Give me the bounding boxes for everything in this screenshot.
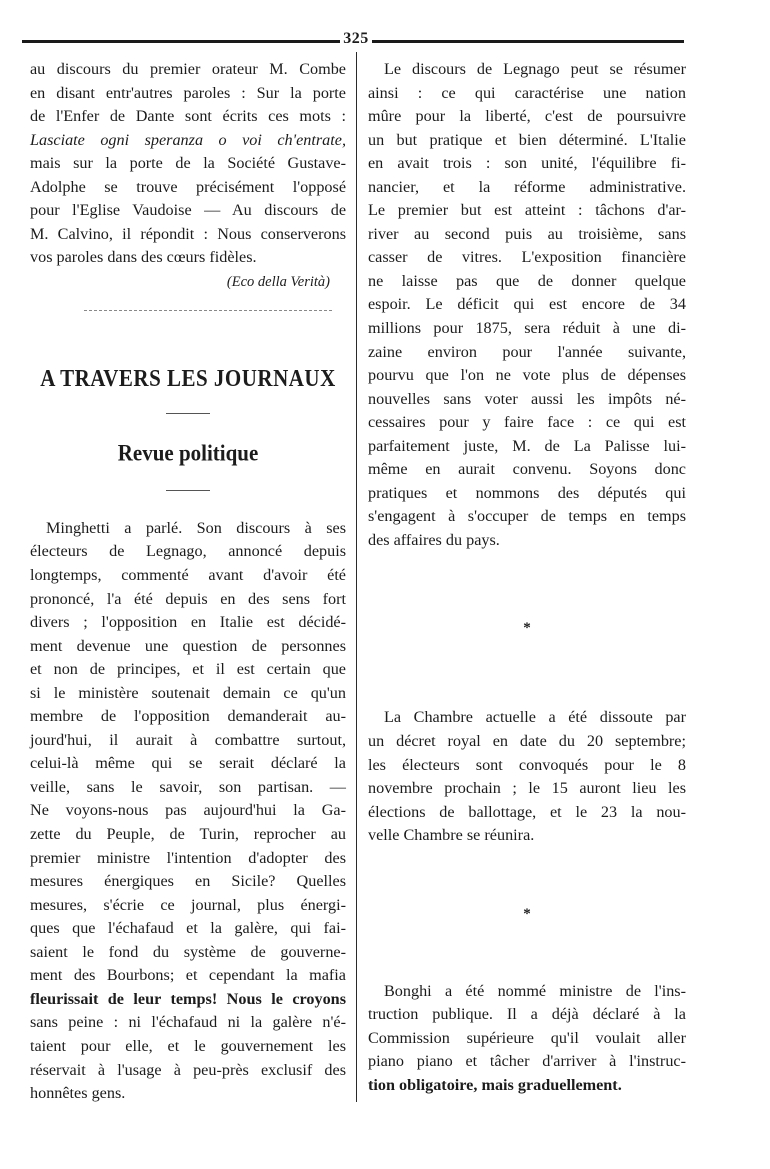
text-line: Ne voyons-nous pas aujourd'hui la Ga- bbox=[30, 801, 346, 820]
text-line: taient pour elle, et le gouvernement les bbox=[30, 1036, 346, 1055]
text-line: zette du Peuple, de Turin, reprocher au bbox=[30, 825, 346, 844]
text-line: piano piano et tâcher d'arriver à l'instruc- bbox=[368, 1052, 686, 1071]
asterisk-separator: * bbox=[523, 620, 531, 637]
spacer bbox=[368, 924, 686, 980]
text-line: La Chambre actuelle a été dissoute par bbox=[384, 708, 686, 727]
left-column bbox=[30, 58, 346, 1106]
text-line: velle Chambre se réunira. bbox=[368, 826, 535, 845]
text-line: en disant entr'autres paroles : Sur la porte bbox=[30, 83, 346, 102]
text-line: novembre prochain ; le 15 auront lieu les bbox=[368, 779, 686, 798]
text-line: élections de ballottage, et le 23 la nou- bbox=[368, 802, 686, 821]
header-rule-left bbox=[22, 40, 340, 43]
text-line: celui-là même qui se serait déclaré la bbox=[30, 754, 346, 773]
text-line: Le premier but est atteint : tâchons d'ar- bbox=[368, 201, 686, 220]
text-line: ainsi : ce qui caractérise une nation bbox=[368, 83, 686, 102]
text-line: les électeurs sont convoqués pour le 8 bbox=[368, 755, 686, 774]
text-line: saient le fond du système de gouverne- bbox=[30, 942, 346, 961]
text-line: river au second puis au troisième, sans bbox=[368, 224, 686, 243]
text-line: Le discours de Legnago peut se résumer bbox=[384, 60, 686, 78]
text-line: électeurs de Legnago, annoncé depuis bbox=[30, 542, 346, 561]
source-attribution: (Eco della Verità) bbox=[226, 273, 330, 290]
text-line: nouvelles sans voter aussi les impôts né- bbox=[368, 389, 686, 408]
paragraph-chambre bbox=[368, 706, 686, 847]
text-line: casser de vitres. L'exposition financière bbox=[368, 248, 686, 267]
text-line: Minghetti a parlé. Son discours à ses bbox=[46, 518, 346, 537]
paragraph-bonghi bbox=[368, 980, 686, 1098]
text-line: pour l'Eglise Vaudoise — Au discours de bbox=[30, 201, 346, 220]
text-line: et non de principes, et il est certain que bbox=[30, 660, 346, 679]
text-line: M. Calvino, il répondit : Nous conserverons bbox=[30, 224, 346, 243]
text-line: mûre pour la liberté, c'est de poursuivre bbox=[368, 107, 686, 126]
text-line: mesures énergiques en Sicile? Quelles bbox=[30, 872, 346, 891]
text-line: un décret royal en date du 20 septembre; bbox=[368, 732, 686, 751]
text-line: réservait à l'usage à peu-près exclusif des bbox=[30, 1060, 346, 1079]
text-line: si le ministère soutenait demain ce qu'un bbox=[30, 683, 346, 702]
text-line: longtemps, commenté avant d'avoir été bbox=[30, 566, 346, 585]
text-line: nancier, et la réforme administrative. bbox=[368, 177, 686, 196]
text-line: s'engagent à s'occuper de temps en temps bbox=[368, 507, 686, 526]
column-divider bbox=[356, 52, 357, 1102]
header-rule-right bbox=[372, 40, 684, 43]
text-line: même en aurait convenu. Soyons donc bbox=[368, 460, 686, 479]
text-line: sans peine : ni l'échafaud ni la galère n'é- bbox=[30, 1013, 346, 1032]
text-line: Commission supérieure qu'il voulait aller bbox=[368, 1028, 686, 1047]
dashed-separator bbox=[84, 310, 332, 311]
text-line: jourd'hui, il aurait à combattre surtout, bbox=[30, 730, 346, 749]
text-line: veille, sans le savoir, son partisan. — bbox=[30, 777, 346, 796]
text-line: des affaires du pays. bbox=[368, 530, 500, 549]
spacer bbox=[368, 638, 686, 706]
text-line: vos paroles dans des cœurs fidèles. bbox=[30, 248, 257, 267]
text-line: ment devenue une question de personnes bbox=[30, 636, 346, 655]
text-line: Lasciate ogni speranza o voi ch'entrate, bbox=[30, 130, 346, 149]
text-line: en avait trois : son unité, l'équilibre fi- bbox=[368, 154, 686, 173]
text-line: espoir. Le déficit qui est encore de 34 bbox=[368, 295, 686, 314]
text-line: millions pour 1875, sera réduit à une di- bbox=[368, 319, 686, 338]
text-line: cessaires pour y faire face : ce qui est bbox=[368, 413, 686, 432]
short-rule bbox=[166, 490, 210, 491]
paragraph-legnago bbox=[368, 58, 686, 552]
subheading: Revue politique bbox=[117, 439, 259, 467]
text-line: premier ministre l'intention d'adopter des bbox=[30, 848, 346, 867]
article-body bbox=[30, 517, 346, 1106]
text-line: tion obligatoire, mais graduellement. bbox=[368, 1075, 622, 1094]
text-line: ment des Bourbons; et cependant la mafia bbox=[30, 966, 346, 985]
text-line: un but pratique et bien déterminé. L'Italie bbox=[368, 130, 686, 149]
text-line: truction publique. Il a déjà déclaré à la bbox=[368, 1005, 686, 1024]
text-line: pourvu que l'on ne vote plus de dépenses bbox=[368, 366, 686, 385]
text-line: ne laisse pas que de donner quelque bbox=[368, 271, 686, 290]
text-line: zaine environ pour l'année suivante, bbox=[368, 342, 686, 361]
text-line: au discours du premier orateur M. Combe bbox=[30, 60, 346, 78]
text-line: membre de l'opposition demanderait au- bbox=[30, 707, 346, 726]
text-line: mesures, s'écrie ce journal, plus énergi- bbox=[30, 895, 346, 914]
text-line: honnêtes gens. bbox=[30, 1084, 126, 1103]
intro-paragraph bbox=[30, 58, 346, 270]
section-heading: A TRAVERS LES JOURNAUX bbox=[40, 364, 336, 392]
text-line: Adolphe se trouve précisément l'opposé bbox=[30, 177, 346, 196]
text-line: prononcé, l'a été depuis en des sens fort bbox=[30, 589, 346, 608]
text-line: pratiques et nommons des députés qui bbox=[368, 483, 686, 502]
page-number: 325 bbox=[343, 30, 369, 47]
text-line: fleurissait de leur temps! Nous le croyons bbox=[30, 989, 346, 1008]
text-line: mais sur la porte de la Société Gustave- bbox=[30, 154, 346, 173]
text-line: ques que l'échafaud et la galère, qui fai- bbox=[30, 919, 346, 938]
text-line: Bonghi a été nommé ministre de l'ins- bbox=[384, 981, 686, 1000]
text-line: parfaitement juste, M. de La Palisse lui- bbox=[368, 436, 686, 455]
right-column bbox=[368, 58, 686, 1098]
short-rule bbox=[166, 413, 210, 414]
text-line: de l'Enfer de Dante sont écrits ces mots : bbox=[30, 107, 346, 126]
text-line: divers ; l'opposition en Italie est décidé- bbox=[30, 613, 346, 632]
asterisk-separator: * bbox=[523, 905, 531, 922]
